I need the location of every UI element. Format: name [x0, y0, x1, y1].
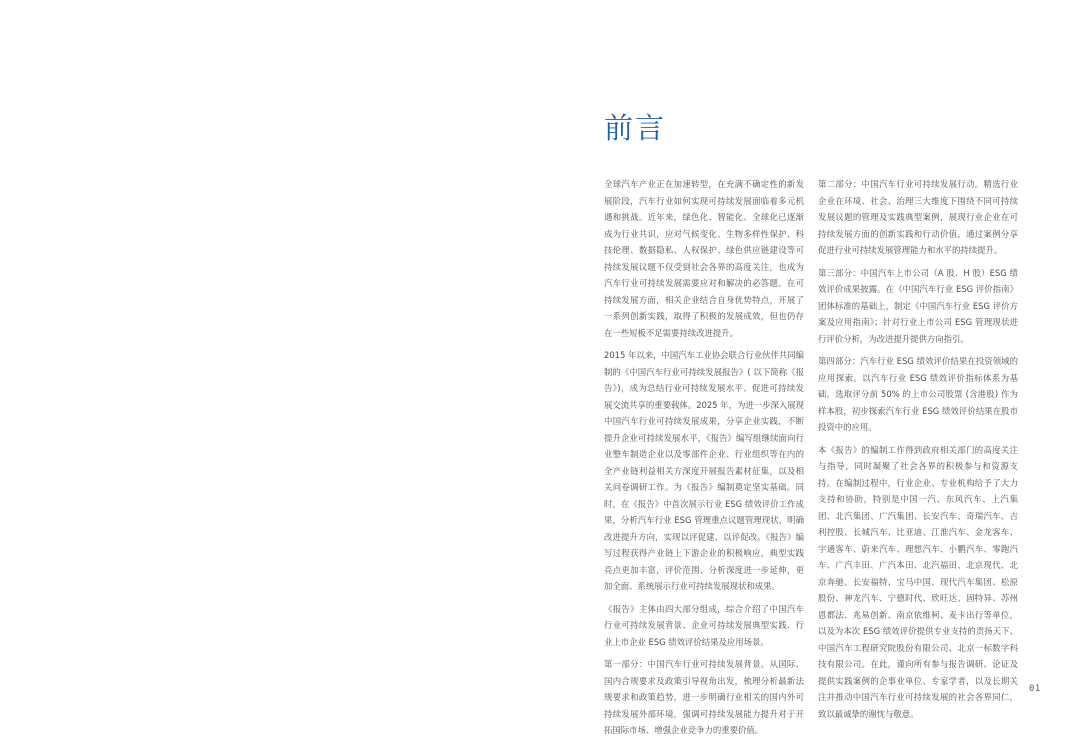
paragraph: 第三部分：中国汽车上市公司（A 股、H 股）ESG 绩效评价成果披露。在《中国汽车行业 ESG 评价指南》团体标准的基础上，制定《中国汽车行业 ESG 评价方案及应用指南》；针对行业上市公司 ESG 管理现状进行评价分析，为改进提升提供方向指引。 [818, 267, 1018, 344]
paragraph: 全球汽车产业正在加速转型，在充满不确定性的新发展阶段，汽车行业如何实现可持续发展面临着多元机遇和挑战。近年来，绿色化、智能化、全球化已逐渐成为行业共识，应对气候变化、生物多样性保护、科技伦理、数据隐私、人权保护、绿色供应链建设等可持续发展议题不仅受到社会各界的高度关注，也成为汽车行业可持续发展需要应对和解决的必答题。在可持续发展方面，相关企业结合自身优势特点，开展了一系列创新实践，取得了积极的发展成效，但也仍存在一些短板不足需要持续改进提升。 [604, 179, 804, 338]
page-title: 前言 [604, 111, 667, 145]
page-number: 01 [1029, 684, 1041, 694]
body-column-left [604, 176, 804, 745]
paragraph: 2015 年以来，中国汽车工业协会联合行业伙伴共同编制的《中国汽车行业可持续发展报告》( 以下简称《报告》)，成为总结行业可持续发展水平、促进可持续发展交流共享的重要载体。2025 年，为进一步深入展现中国汽车行业可持续发展成果，分享企业实践，不断提升企业可持续发展水平，《报告》编写组继续面向行业整车制造企业以及零部件企业、行业组织等在内的全产业链利益相关方深度开展报告素材征集，以及相关问卷调研工作。为《报告》编制奠定坚实基础。同时，在《报告》中首次展示行业 ESG 绩效评价工作成果，分析汽车行业 ESG 管理重点议题管理现状，明确改进提升方向，实现以评促建、以评促改。《报告》编写过程获得产业链上下游企业的积极响应，典型实践亮点更加丰富，评价范围、分析深度进一步延伸，更加全面、系统展示行业可持续发展现状和成果。 [604, 350, 804, 591]
paragraph: 第二部分：中国汽车行业可持续发展行动。精选行业企业在环境、社会、治理三大维度下围绕不同可持续发展议题的管理及实践典型案例，展现行业企业在可持续发展方面的创新实践和行动价值，通过案例分享促进行业可持续发展管理能力和水平的持续提升。 [818, 179, 1018, 255]
paragraph: 第四部分：汽车行业 ESG 绩效评价结果在投资领域的应用探索。以汽车行业 ESG 绩效评价指标体系为基础，选取评分前 50% 的上市公司股票 (含港股) 作为样本股，初步探索汽车行业 ESG 绩效评价结果在股市投资中的应用。 [818, 356, 1018, 432]
paragraph: 第一部分：中国汽车行业可持续发展背景。从国际、国内合规要求及政策引导视角出发，梳理分析最新法规要求和政策趋势，进一步明确行业相关的国内外可持续发展外部环境，强调可持续发展能力提升对于开拓国际市场、增强企业竞争力的重要价值。 [604, 659, 804, 735]
paragraph: 本《报告》的编制工作得到政府相关部门的高度关注与指导，同时凝聚了社会各界的积极参与和资源支持。在编制过程中，行业企业、专业机构给予了大力支持和协助，特别是中国一汽、东风汽车、上汽集团、北汽集团、广汽集团、长安汽车、奇瑞汽车、吉利控股、长城汽车、比亚迪、江淮汽车、金龙客车、宇通客车、蔚来汽车、理想汽车、小鹏汽车、零跑汽车、广汽丰田、广汽本田、北汽福田、北京现代、北京奔驰、长安福特、宝马中国、现代汽车集团、松原股份、神龙汽车、宁德时代、欣旺达、固特异、苏州恩都法、兆易创新、南京依维柯、麦卡出行等单位，以及为本次 ESG 绩效评价提供专业支持的责扬天下、中国汽车工程研究院股份有限公司、北京一标数字科技有限公司。在此，谨向所有参与报告调研、论证及提供实践案例的企事业单位、专家学者，以及长期关注并推动中国汽车行业可持续发展的社会各界同仁，致以最诚挚的谢忱与敬意。 [818, 444, 1018, 719]
paragraph: 《报告》主体由四大部分组成，综合介绍了中国汽车行业可持续发展背景、企业可持续发展典型实践、行业上市企业 ESG 绩效评价结果及应用场景。 [604, 603, 804, 647]
body-column-right [818, 176, 1018, 728]
